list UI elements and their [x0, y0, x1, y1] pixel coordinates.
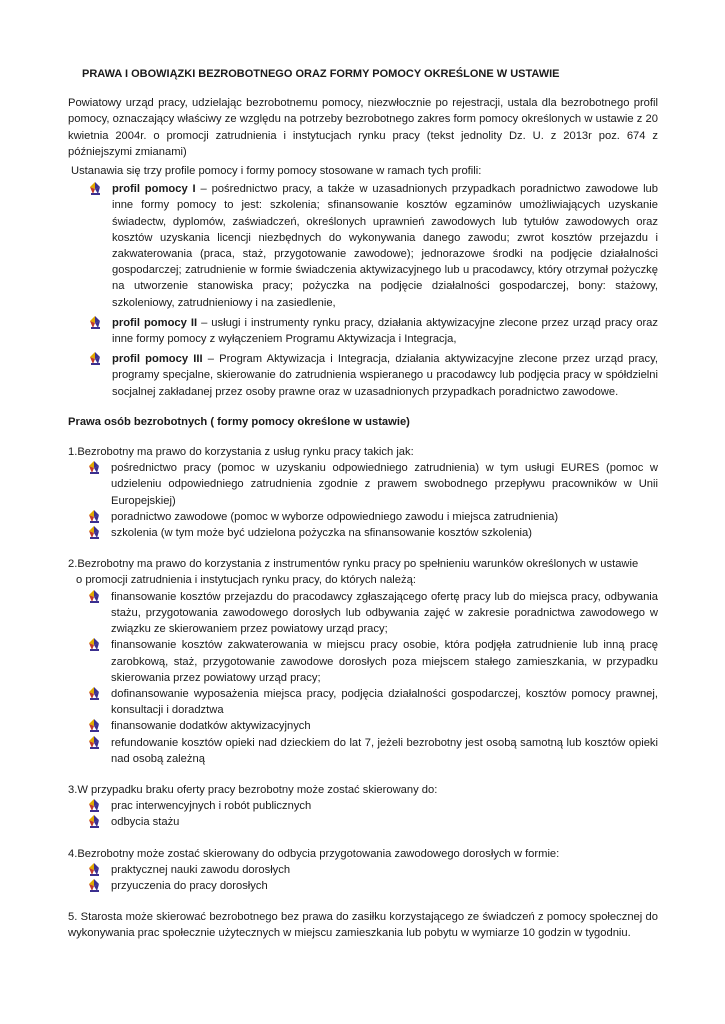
section-1-heading: 1.Bezrobotny ma prawo do korzystania z usług rynku pracy takich jak: [68, 446, 414, 459]
bullet-icon [87, 798, 101, 813]
bullet-icon [87, 686, 101, 701]
list-item-text: szkolenia (w tym może być udzielona pożyczka na sfinansowanie kosztów szkolenia) [111, 527, 532, 540]
section-2-heading-cont: o promocji zatrudnienia i instytucjach rynku pracy, do których należą: [76, 574, 416, 587]
list-item-text: dofinansowanie wyposażenia miejsca pracy, podjęcia działalności gospodarczej, kosztów pomocy prawnej, konsultacji i doradztwa [111, 687, 658, 717]
list-item [68, 718, 658, 734]
document-page [68, 66, 658, 942]
section-4-heading: 4.Bezrobotny może zostać skierowany do odbycia przygotowania zawodowego dorosłych w formie: [68, 847, 560, 860]
profile-label: profil pomocy III [112, 353, 203, 366]
bullet-icon [87, 460, 101, 475]
profiles-intro: Ustanawia się trzy profile pomocy i formy pomocy stosowane w ramach tych profili: [71, 165, 482, 178]
bullet-icon [87, 525, 101, 540]
list-item-text: finansowanie kosztów przejazdu do pracodawcy zgłaszającego ofertę pracy lub do miejsca pracy, odbywania stażu, przygotowania zawodowego dorosłych lub odbywania zajęć w zakresie poradnictwa zawodowego w związku ze skierowaniem przez powiatowy urząd pracy; [111, 590, 658, 636]
list-item [68, 878, 658, 894]
list-item [68, 862, 658, 878]
profiles-list [68, 181, 658, 400]
list-item [68, 181, 658, 311]
list-item-text: przyuczenia do pracy dorosłych [111, 879, 268, 892]
section-1-list [68, 460, 658, 541]
bullet-icon [87, 814, 101, 829]
section-4-list [68, 862, 658, 894]
bullet-icon [88, 315, 102, 330]
rights-heading: Prawa osób bezrobotnych ( formy pomocy określone w ustawie) [68, 415, 410, 428]
profile-label: profil pomocy II [112, 316, 198, 329]
list-item-text: pośrednictwo pracy (pomoc w uzyskaniu odpowiedniego zatrudnienia) w tym usługi EURES (pomoc w udzieleniu odpowiedniego zatrudnienia zgodnie z prawem swobodnego przepływu pracowników w Unii Europejskiej) [111, 462, 658, 507]
bullet-icon [87, 509, 101, 524]
list-item-text: prac interwencyjnych i robót publicznych [111, 800, 312, 813]
bullet-icon [88, 351, 102, 366]
section-3-list [68, 798, 658, 830]
intro-paragraph: Powiatowy urząd pracy, udzielając bezrobotnemu pomocy, niezwłocznie po rejestracji, ustala dla bezrobotnego profil pomocy, oznaczający właściwy ze względu na potrzeby bezrobotnego zakres form pomocy określonych w ustawie z 20 kwietnia 2004r. o promocji zatrudnienia i instytucjach rynku pracy (tekst jednolity Dz. U. z 2013r poz. 674 z późniejszymi zmianami) [68, 97, 658, 158]
list-item [68, 509, 658, 525]
page-title: PRAWA I OBOWIĄZKI BEZROBOTNEGO ORAZ FORMY POMOCY OKREŚLONE W USTAWIE [82, 68, 560, 80]
bullet-icon [87, 718, 101, 733]
profile-text: – Program Aktywizacja i Integracja, działania aktywizacyjne zlecone przez urząd pracy, programy specjalne, skierowanie do zatrudnienia wspieranego u pracodawcy lub podjęcia pracy w spółdzielni socjalnej zakładanej przez osoby prawne oraz w uzasadnionych przypadkach poradnictwo zawodowe. [112, 353, 658, 398]
section-3-heading: 3.W przypadku braku oferty pracy bezrobotny może zostać skierowany do: [68, 783, 438, 796]
bullet-icon [87, 637, 101, 652]
list-item-text: finansowanie kosztów zakwaterowania w miejscu pracy osobie, która podjęła zatrudnienie lub inną pracę zarobkową, staż, przygotowanie zawodowe dorosłych poza miejscem stałego zamieszkania, w przypadku skierowania przez powiatowy urząd pracy; [111, 639, 658, 684]
section-5-paragraph: 5. Starosta może skierować bezrobotnego bez prawa do zasiłku korzystającego ze świadczeń z pomocy społecznej do wykonywania prac społecznie użytecznych w miejscu zamieszkania lub pobytu w wymiarze 10 godzin w tygodniu. [68, 911, 658, 940]
list-item [68, 814, 658, 830]
bullet-icon [87, 589, 101, 604]
list-item [68, 637, 658, 686]
list-item-text: refundowanie kosztów opieki nad dzieckiem do lat 7, jeżeli bezrobotny jest osobą samotną lub kosztów opieki nad osobą zależną [111, 736, 658, 765]
bullet-icon [87, 862, 101, 877]
section-2-heading: 2.Bezrobotny ma prawo do korzystania z instrumentów rynku pracy po spełnieniu warunków określonych w ustawie [68, 558, 639, 571]
list-item-text: odbycia stażu [111, 816, 180, 829]
list-item [68, 686, 658, 718]
profile-text: – usługi i instrumenty rynku pracy, działania aktywizacyjne zlecone przez urząd pracy oraz inne formy pomocy z wyłączeniem Programu Aktywizacja i Integracja, [112, 316, 658, 346]
bullet-icon [87, 735, 101, 750]
list-item [68, 351, 658, 400]
list-item-text: poradnictwo zawodowe (pomoc w wyborze odpowiedniego zawodu i miejsca zatrudnienia) [111, 510, 559, 523]
list-item [68, 735, 658, 767]
list-item [68, 525, 658, 541]
section-2-list [68, 589, 658, 767]
list-item-text: finansowanie dodatków aktywizacyjnych [111, 720, 311, 733]
list-item [68, 798, 658, 814]
list-item-text: praktycznej nauki zawodu dorosłych [111, 863, 291, 876]
list-item [68, 460, 658, 509]
profile-label: profil pomocy I [112, 183, 196, 196]
list-item [68, 589, 658, 638]
bullet-icon [87, 878, 101, 893]
list-item [68, 315, 658, 347]
profile-text: – pośrednictwo pracy, a także w uzasadnionych przypadkach poradnictwo zawodowe lub inne formy pomocy to jest: szkolenia; sfinansowanie kosztów egzaminów umożliwiających uzyskanie świadectw, dyplomów, zaświadczeń, określonych uprawnień zawodowych lub tytułów zawodowych oraz kosztów uzyskania licencji niezbędnych do wykonywania danego zawodu; zwrot kosztów przejazdu i zakwaterowania (praca, staż, przygotowanie zawodowe); jednorazowe środki na podjęcie działalności gospodarczej; zatrudnienie w formie świadczenia aktywizacyjnego lub u pracodawcy, który otrzymał pożyczkę na utworzenie stanowiska pracy; pożyczka na podjęcie działalności gospodarczej, bony: stażowy, szkoleniowy, zatrudnieniowy i na zasiedlenie, [112, 183, 658, 309]
bullet-icon [88, 181, 102, 196]
